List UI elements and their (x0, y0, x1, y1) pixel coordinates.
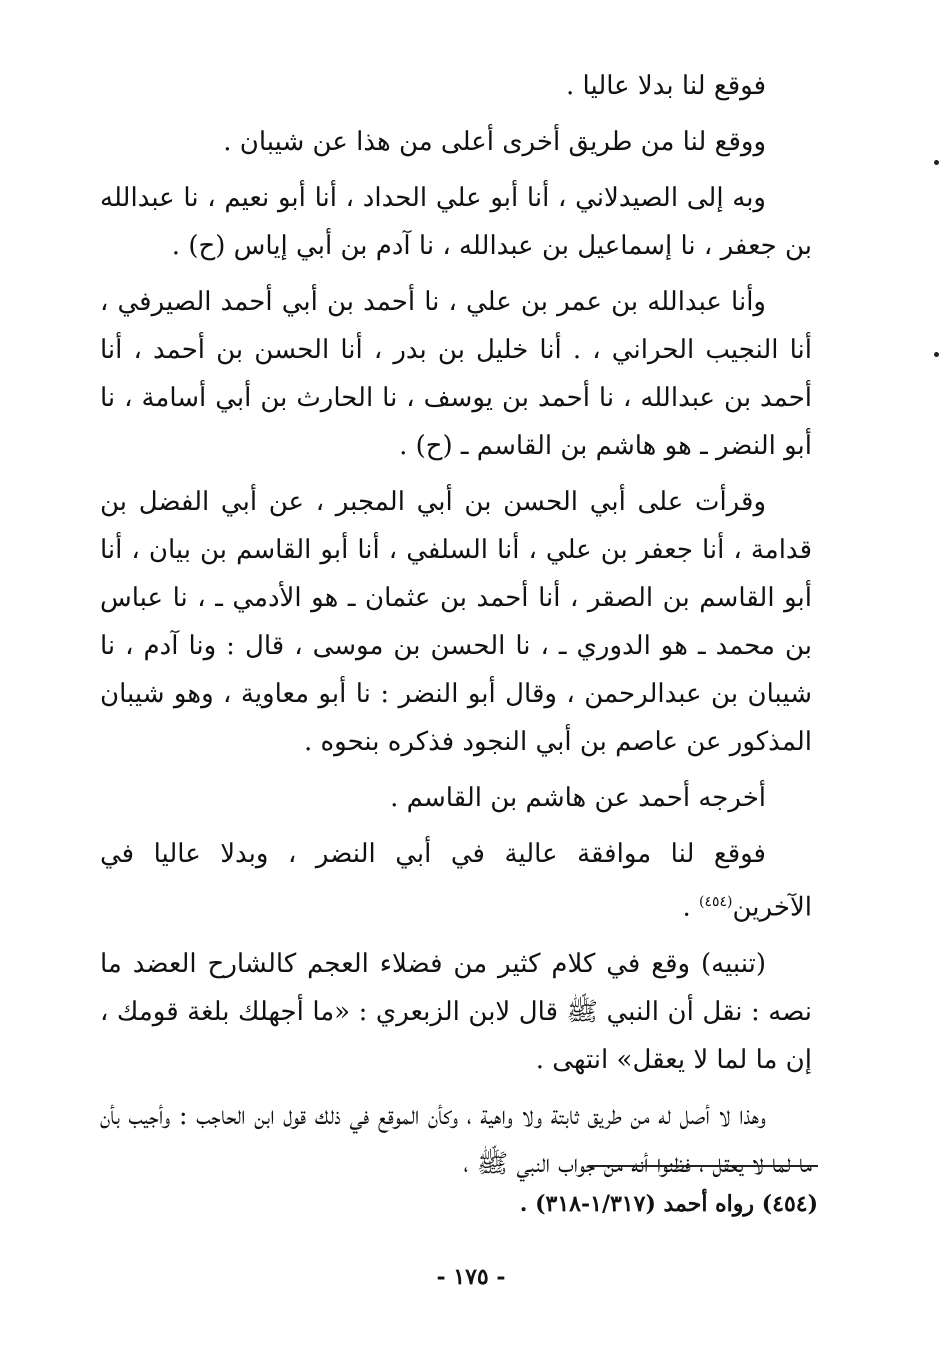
footnote-number: (٤٥٤) (761, 1191, 818, 1217)
footnote-text: رواه أحمد (١/٣١٧-٣١٨) . (519, 1191, 755, 1217)
margin-mark (934, 160, 939, 165)
footnote (400, 1186, 818, 1222)
main-text (100, 62, 812, 1196)
paragraph-end: . (682, 892, 699, 923)
paragraph (100, 830, 812, 932)
paragraph: وهذا لا أصل له من طريق ثابتة ولا واهية ، وكأن الموقع في ذلك قول ابن الحاجب : وأجيب بأن ما لما لا يعقل ، فظنوا أنه من جواب النبي ﷺ ، (100, 1100, 812, 1179)
paragraph: وأنا عبدالله بن عمر بن علي ، نا أحمد بن أبي أحمد الصيرفي ، أنا النجيب الحراني ، . أنا خليل بن بدر ، أنا الحسن بن أحمد ، أنا أحمد بن عبدالله ، نا أحمد بن يوسف ، نا الحارث بن أبي أسامة ، نا أبو النضر ـ هو هاشم بن القاسم ـ (ح) . (100, 287, 812, 461)
paragraph: أخرجه أحمد عن هاشم بن القاسم . (390, 783, 766, 813)
paragraph: (تنبيه) وقع في كلام كثير من فضلاء العجم كالشارح العضد ما نصه : نقل أن النبي ﷺ قال لابن الزبعري : «ما أجهلك بلغة قومك ، إن ما لما لا يعقل» انتهى . (100, 948, 812, 1075)
page-number: - ١٧٥ - (436, 1264, 506, 1290)
paragraph: فوقع لنا بدلا عاليا . (566, 71, 766, 101)
footnote-reference: (٤٥٤) (699, 894, 733, 910)
margin-mark (934, 352, 939, 357)
paragraph-text: فوقع لنا موافقة عالية في أبي النضر ، وبدلا عاليا في الآخرين (100, 839, 812, 923)
paragraph: وقرأت على أبي الحسن بن أبي المجبر ، عن أبي الفضل بن قدامة ، أنا جعفر بن علي ، أنا السلفي ، أنا أبو القاسم بن بيان ، أنا أبو القاسم بن الصقر ، أنا أحمد بن عثمان ـ هو الأدمي ـ ، نا عباس بن محمد ـ هو الدوري ـ ، نا الحسن بن موسى ، قال : ونا آدم ، نا شيبان بن عبدالرحمن ، وقال أبو النضر : نا أبو معاوية ، وهو شيبان المذكور عن عاصم بن أبي النجود فذكره بنحوه . (100, 487, 812, 757)
paragraph: ووقع لنا من طريق أخرى أعلى من هذا عن شيبان . (223, 127, 766, 157)
footnote-divider (588, 1165, 818, 1167)
paragraph: وبه إلى الصيدلاني ، أنا أبو علي الحداد ، أنا أبو نعيم ، نا عبدالله بن جعفر ، نا إسماعيل بن عبدالله ، نا آدم بن أبي إياس (ح) . (100, 183, 812, 261)
